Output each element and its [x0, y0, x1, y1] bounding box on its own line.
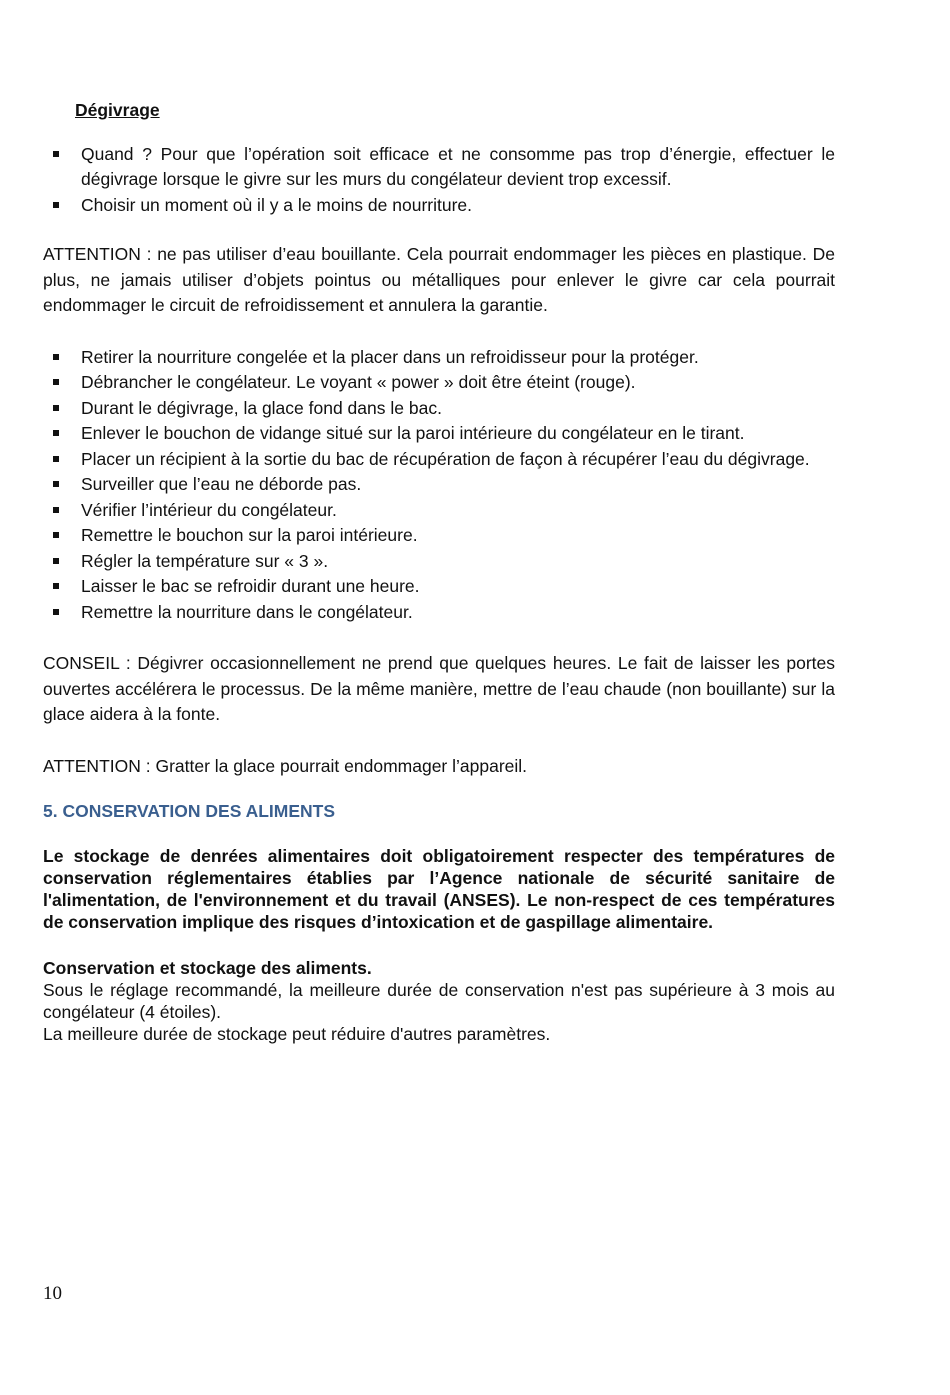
section-intro-paragraph: Le stockage de denrées alimentaires doit obligatoirement respecter des températures de conservation réglementaires établies par l’Agence nationale de sécurité sanitaire de l'alimentation, de l'environnement et du travail (ANSES). Le non-respect de ces températures de conservation implique des risques d’intoxication et de gaspillage alimentaire. — [43, 845, 835, 932]
list-item — [43, 421, 835, 447]
list-item-text: Choisir un moment où il y a le moins de nourriture. — [81, 194, 473, 215]
list-item-text: Vérifier l’intérieur du congélateur. — [81, 499, 337, 520]
list-item-text: Placer un récipient à la sortie du bac de récupération de façon à récupérer l’eau du dégivrage. — [81, 448, 810, 469]
list-item-text: Régler la température sur « 3 ». — [81, 550, 329, 571]
page-number: 10 — [43, 1283, 62, 1304]
document-page — [43, 98, 835, 1045]
bullet-square-icon — [53, 430, 59, 436]
list-item-text: Retirer la nourriture congelée et la placer dans un refroidisseur pour la protéger. — [81, 346, 699, 367]
list-item — [43, 600, 835, 626]
list-item-text: Quand ? Pour que l’opération soit efficace et ne consomme pas trop d’énergie, effectuer le dégivrage lorsque le givre sur les murs du congélateur devient trop excessif. — [81, 143, 835, 189]
conservation-text: La meilleure durée de stockage peut réduire d'autres paramètres. — [43, 1023, 551, 1044]
section-title-conservation: 5. CONSERVATION DES ALIMENTS — [43, 801, 336, 821]
list-item — [43, 549, 835, 575]
bullet-square-icon — [53, 609, 59, 615]
bullet-square-icon — [53, 202, 59, 208]
bullet-square-icon — [53, 456, 59, 462]
bullet-square-icon — [53, 532, 59, 538]
list-item — [43, 523, 835, 549]
bullet-square-icon — [53, 583, 59, 589]
warning-paragraph: ATTENTION : Gratter la glace pourrait endommager l’appareil. — [43, 755, 528, 776]
list-item — [43, 396, 835, 422]
tip-paragraph: CONSEIL : Dégivrer occasionnellement ne prend que quelques heures. Le fait de laisser les portes ouvertes accélérera le processus. De la même manière, mettre de l’eau chaude (non bouillante) sur la glace aidera à la fonte. — [43, 653, 835, 724]
bullet-square-icon — [53, 405, 59, 411]
conservation-text: Sous le réglage recommandé, la meilleure durée de conservation n'est pas supérieure à 3 mois au congélateur (4 étoiles). — [43, 979, 835, 1022]
list-item — [43, 498, 835, 524]
list-item-text: Surveiller que l’eau ne déborde pas. — [81, 474, 362, 494]
bullet-square-icon — [53, 151, 59, 157]
list-item — [43, 193, 835, 219]
bullet-square-icon — [53, 354, 59, 360]
bullet-square-icon — [53, 558, 59, 564]
list-item-text: Laisser le bac se refroidir durant une heure. — [81, 576, 420, 596]
list-item-text: Débrancher le congélateur. Le voyant « power » doit être éteint (rouge). — [81, 372, 636, 392]
bullet-square-icon — [53, 507, 59, 513]
conservation-title: Conservation et stockage des aliments. — [43, 957, 372, 978]
warning-paragraph: ATTENTION : ne pas utiliser d’eau bouillante. Cela pourrait endommager les pièces en plastique. De plus, ne jamais utiliser d’objets pointus ou métalliques pour enlever le givre car cela pourrait endommager le circuit de refroidissement et annulera la garantie. — [43, 244, 835, 315]
conservation-block — [43, 957, 835, 1045]
list-item — [43, 574, 835, 600]
list-item — [43, 472, 835, 498]
list-item — [43, 345, 835, 371]
intro-bullet-list — [43, 142, 835, 219]
list-item-text: Enlever le bouchon de vidange situé sur la paroi intérieure du congélateur en le tirant. — [81, 423, 745, 443]
list-item-text: Durant le dégivrage, la glace fond dans le bac. — [81, 397, 442, 418]
list-item — [43, 447, 835, 473]
list-item-text: Remettre le bouchon sur la paroi intérieure. — [81, 525, 418, 545]
bullet-square-icon — [53, 481, 59, 487]
defrost-steps-list — [43, 345, 835, 626]
list-item — [43, 142, 835, 193]
section-heading-degivrage: Dégivrage — [75, 100, 160, 120]
bullet-square-icon — [53, 379, 59, 385]
list-item-text: Remettre la nourriture dans le congélateur. — [81, 601, 413, 622]
list-item — [43, 370, 835, 396]
